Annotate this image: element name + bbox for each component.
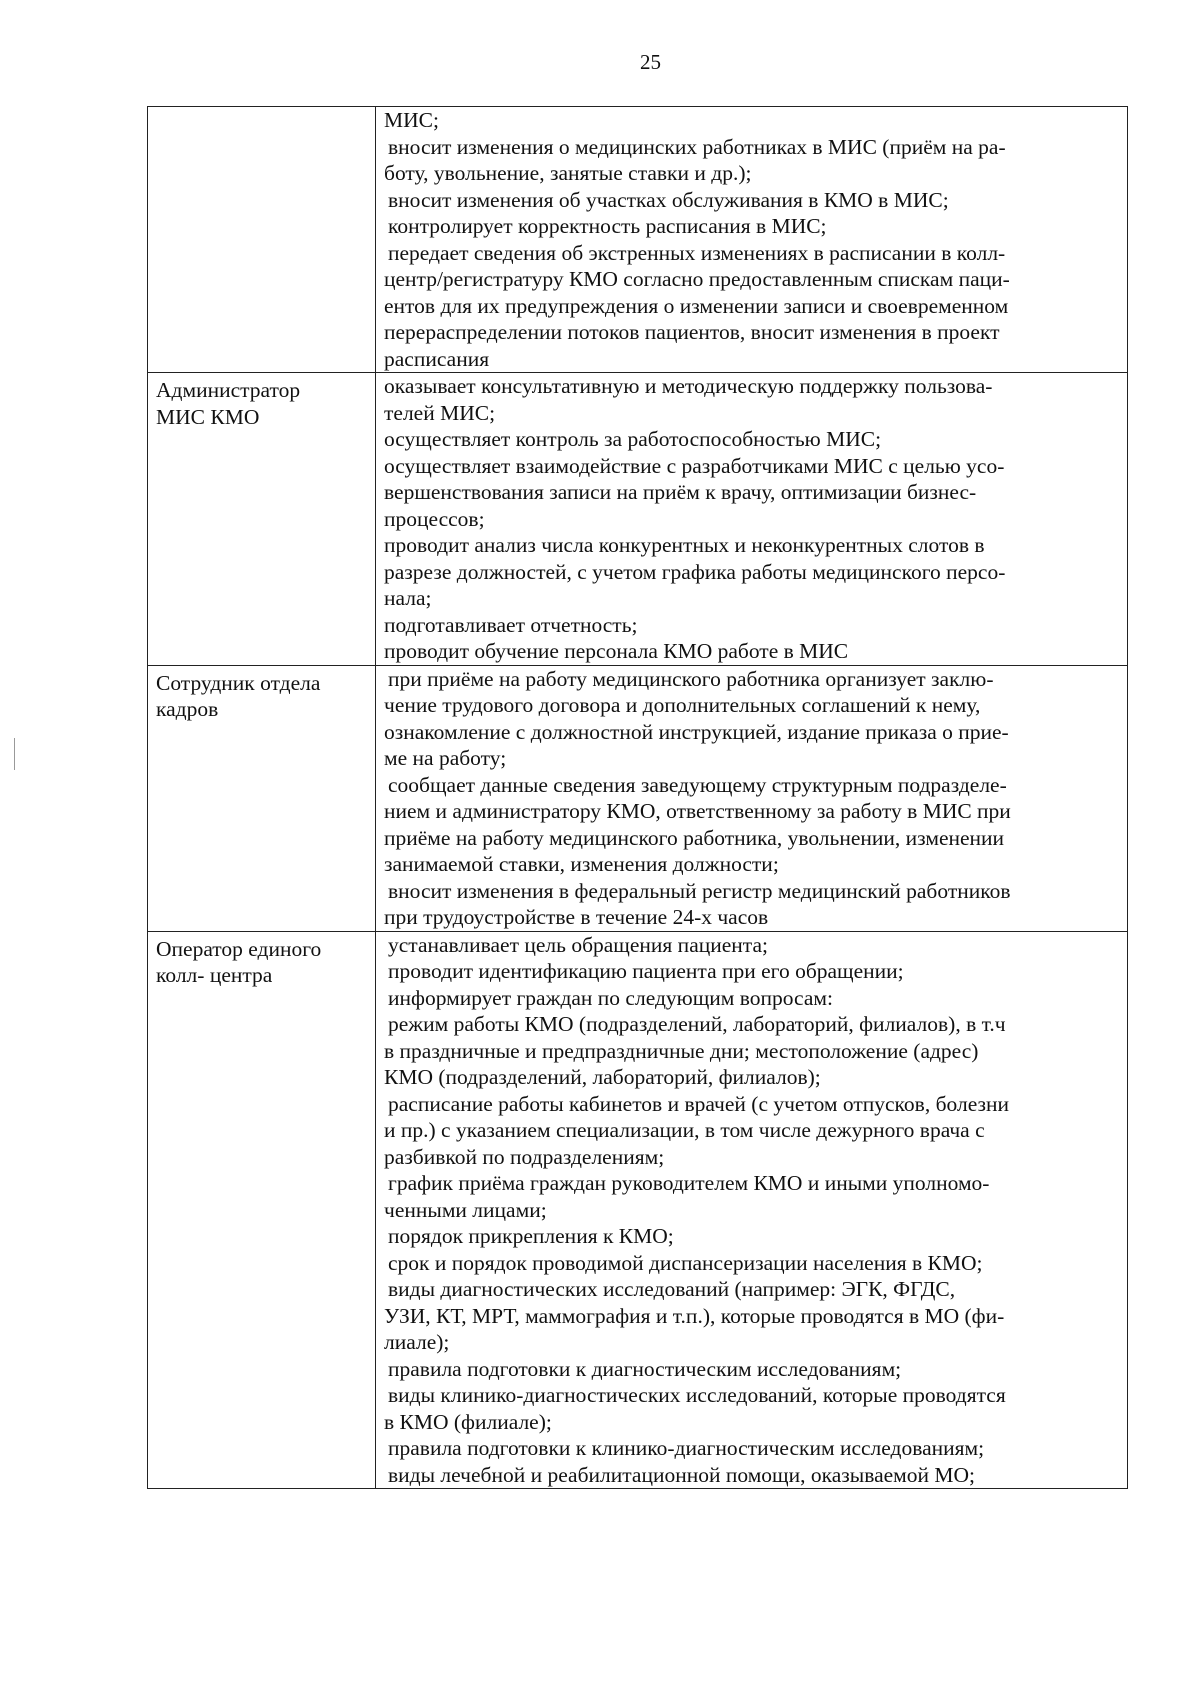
duty-line: вносит изменения об участках обслуживания в КМО в МИС; — [388, 187, 949, 212]
duty-line: расписание работы кабинетов и врачей (с учетом отпусков, болезни — [388, 1091, 1010, 1116]
responsibilities-table — [147, 106, 1128, 1489]
duty-line: телей МИС; — [384, 400, 496, 425]
duty-line: занимаемой ставки, изменения должности; — [384, 852, 779, 876]
duty-line: информирует граждан по следующим вопросам: — [388, 985, 833, 1010]
duty-line: при приёме на работу медицинского работника организует заклю- — [388, 666, 994, 691]
duty-line: чение трудового договора и дополнительных соглашений к нему, — [384, 693, 981, 717]
duty-line: разрезе должностей, с учетом графика работы медицинского персо- — [384, 559, 1006, 584]
duties-cell — [376, 665, 1128, 931]
duty-line: лиале); — [384, 1330, 450, 1354]
duty-line: процессов; — [384, 506, 485, 531]
table-row — [148, 107, 1128, 373]
duty-line: разбивкой по подразделениям; — [384, 1144, 665, 1169]
table-row — [148, 665, 1128, 931]
duties-cell — [376, 373, 1128, 666]
duty-line: УЗИ, КТ, МРТ, маммография и т.п.), которые проводятся в МО (фи- — [384, 1303, 1005, 1328]
role-cell — [148, 373, 376, 666]
role-title: Администратор МИС КМО — [156, 378, 301, 429]
duty-line: осуществляет взаимодействие с разработчиками МИС с целью усо- — [384, 453, 1005, 478]
duty-line: сообщает данные сведения заведующему структурным подразделе- — [388, 772, 1007, 797]
duty-line: проводит обучение персонала КМО работе в МИС — [384, 639, 849, 663]
duty-line: ентов для их предупреждения о изменении записи и своевременном — [384, 293, 1009, 318]
duty-line: проводит идентификацию пациента при его обращении; — [388, 959, 904, 983]
duty-line: приёме на работу медицинского работника, увольнении, изменении — [384, 825, 1005, 850]
role-cell — [148, 665, 376, 931]
duty-line: правила подготовки к клинико-диагностическим исследованиям; — [388, 1436, 985, 1460]
duty-line: МИС; — [384, 108, 439, 132]
duty-line: центр/регистратуру КМО согласно предоставленным спискам паци- — [384, 267, 1010, 291]
table-row — [148, 373, 1128, 666]
duty-line: контролирует корректность расписания в МИС; — [388, 214, 827, 238]
duty-line: в праздничные и предпраздничные дни; местоположение (адрес) — [384, 1038, 979, 1063]
duty-line: боту, увольнение, занятые ставки и др.); — [384, 161, 752, 185]
role-title: Оператор единого колл- центра — [156, 936, 322, 987]
duty-line: правила подготовки к диагностическим исследованиям; — [388, 1356, 902, 1381]
duty-line: перераспределении потоков пациентов, вносит изменения в проект — [384, 320, 1000, 344]
role-title: Сотрудник отдела кадров — [156, 670, 321, 721]
duty-line: график приёма граждан руководителем КМО и иными уполномо- — [388, 1171, 990, 1195]
duty-line: порядок прикрепления к КМО; — [388, 1224, 674, 1248]
duties-cell — [376, 107, 1128, 373]
table-row — [148, 931, 1128, 1489]
duty-line: устанавливает цель обращения пациента; — [388, 932, 768, 957]
duty-line: ченными лицами; — [384, 1197, 547, 1222]
duty-line: осуществляет контроль за работоспособностью МИС; — [384, 427, 882, 451]
duty-line: нием и администратору КМО, ответственному за работу в МИС при — [384, 799, 1011, 823]
duty-line: виды лечебной и реабилитационной помощи, оказываемой МО; — [388, 1462, 976, 1487]
duty-line: в КМО (филиале); — [384, 1409, 552, 1434]
duty-line: вершенствования записи на приём к врачу, оптимизации бизнес- — [384, 480, 977, 504]
duty-line: и пр.) с указанием специализации, в том числе дежурного врача с — [384, 1118, 985, 1142]
duty-line: режим работы КМО (подразделений, лабораторий, филиалов), в т.ч — [388, 1012, 1006, 1036]
duty-line: вносит изменения в федеральный регистр медицинский работников — [388, 878, 1011, 903]
role-cell — [148, 931, 376, 1489]
duty-line: срок и порядок проводимой диспансеризации населения в КМО; — [388, 1250, 983, 1275]
duty-line: расписания — [384, 346, 490, 371]
duty-line: при трудоустройстве в течение 24-х часов — [384, 905, 769, 929]
role-cell — [148, 107, 376, 373]
duty-line: оказывает консультативную и методическую поддержку пользова- — [384, 374, 993, 398]
page-number: 25 — [640, 50, 661, 74]
duty-line: виды клинико-диагностических исследований, которые проводятся — [388, 1383, 1006, 1407]
role-title — [148, 107, 375, 111]
duty-line: передает сведения об экстренных изменениях в расписании в колл- — [388, 240, 1006, 265]
duty-line: ознакомление с должностной инструкцией, издание приказа о прие- — [384, 719, 1009, 744]
duty-line: подготавливает отчетность; — [384, 612, 638, 637]
duty-line: проводит анализ числа конкурентных и неконкурентных слотов в — [384, 533, 985, 557]
duty-line: вносит изменения о медицинских работниках в МИС (приём на ра- — [388, 134, 1006, 159]
duty-line: нала; — [384, 586, 432, 610]
duties-cell — [376, 931, 1128, 1489]
duty-line: ме на работу; — [384, 746, 507, 770]
duty-line: виды диагностических исследований (например: ЭГК, ФГДС, — [388, 1277, 956, 1301]
scan-margin-mark — [14, 738, 15, 770]
duty-line: КМО (подразделений, лабораторий, филиалов); — [384, 1065, 821, 1089]
